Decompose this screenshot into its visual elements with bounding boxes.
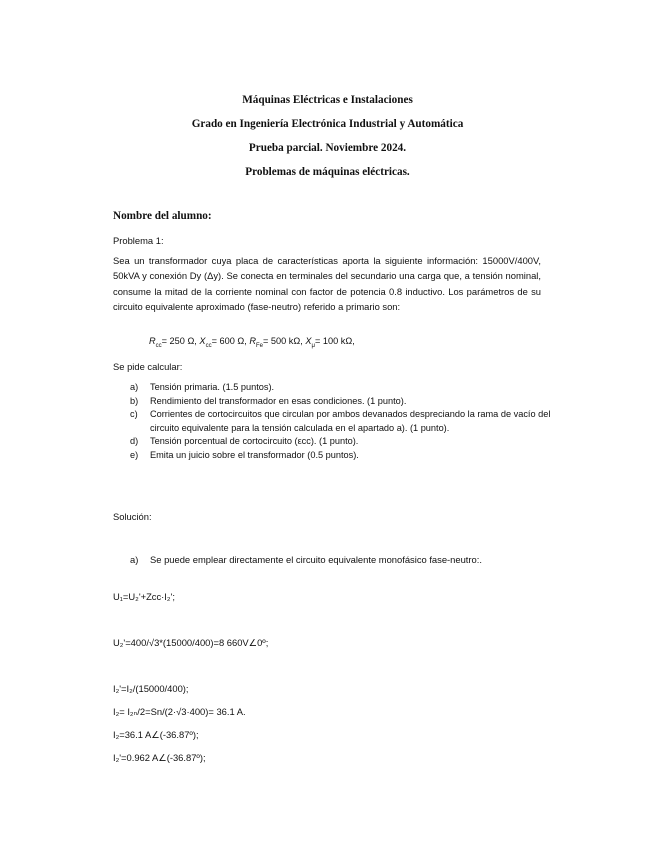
xu-subscript: μ [311,342,315,349]
list-item-text: Corrientes de cortocircuitos que circulan por ambos devanados despreciando la rama de vacío del circuito equivalente para la tensión calculada en el apartado a). (1 punto). [150,409,551,433]
rfe-symbol: R [249,336,256,346]
equation-i2-referred: I₂'=I₂/(15000/400); [113,683,189,694]
equation-i2-referred-phasor: I₂'=0.962 A∠(-36.87º); [113,752,206,763]
list-marker: e) [130,449,139,460]
equation-u2-referred: U₂'=400/√3*(15000/400)=8 660V∠0º; [113,637,269,648]
list-item-text: Rendimiento del transformador en esas condiciones. (1 punto). [150,395,407,406]
list-item-text: Tensión primaria. (1.5 puntos). [150,382,275,392]
section-title: Problemas de máquinas eléctricas. [245,166,410,178]
list-item [130,435,570,449]
xcc-subscript: cc [205,342,212,349]
list-marker: a) [130,382,139,392]
list-item [130,449,570,463]
rcc-symbol: R [149,336,156,346]
step-a-marker: a) [130,554,139,565]
xcc-value: = 600 Ω, [211,336,250,346]
ask-label: Se pide calcular: [113,361,183,372]
solution-step-a [130,552,482,567]
equation-i2-phasor: I₂=36.1 A∠(-36.87º); [113,729,199,740]
list-item-text: Emita un juicio sobre el transformador (0.5 puntos). [150,449,359,460]
solution-label: Solución: [113,511,152,522]
equation-i2: I₂= I₂ₙ/2=Sn/(2·√3·400)= 36.1 A. [113,706,246,717]
xu-symbol: X [305,336,312,346]
problem-title: Problema 1: [113,235,164,246]
question-list [130,381,570,463]
rcc-value: = 250 Ω, [161,336,200,346]
list-item [130,395,570,409]
list-marker: c) [130,409,138,420]
xu-value: = 100 kΩ, [314,336,355,346]
rfe-value: = 500 kΩ, [263,336,306,346]
xcc-symbol: X [199,336,206,346]
degree-title: Grado en Ingeniería Electrónica Industrial y Automática [191,118,464,130]
circuit-parameters [149,336,355,349]
rfe-subscript: Fe [255,342,263,349]
list-marker: b) [130,395,139,406]
course-title: Máquinas Eléctricas e Instalaciones [242,94,413,106]
list-item [130,381,570,395]
rcc-subscript: cc [155,342,162,349]
step-a-text: Se puede emplear directamente el circuito equivalente monofásico fase-neutro:. [150,554,482,565]
problem-statement: Sea un transformador cuya placa de características aporta la siguiente información: 15000V/400V, 50kVA y conexión Dy (Δy). Se conecta en terminales del secundario una carga que, a tensión nominal, consume la mitad de la corriente nominal con factor de potencia 0.8 inductivo. Los parámetros de su circuito equivalente aproximado (fase-neutro) referido a primario son: [113,255,541,313]
exam-title: Prueba parcial. Noviembre 2024. [248,142,407,154]
equation-u1: U₁=U₂'+Zcc·I₂'; [113,591,175,602]
student-name-label: Nombre del alumno: [113,210,212,222]
list-marker: d) [130,436,139,447]
list-item-text: Tensión porcentual de cortocircuito (εcc). (1 punto). [150,436,359,447]
list-item [130,408,570,435]
